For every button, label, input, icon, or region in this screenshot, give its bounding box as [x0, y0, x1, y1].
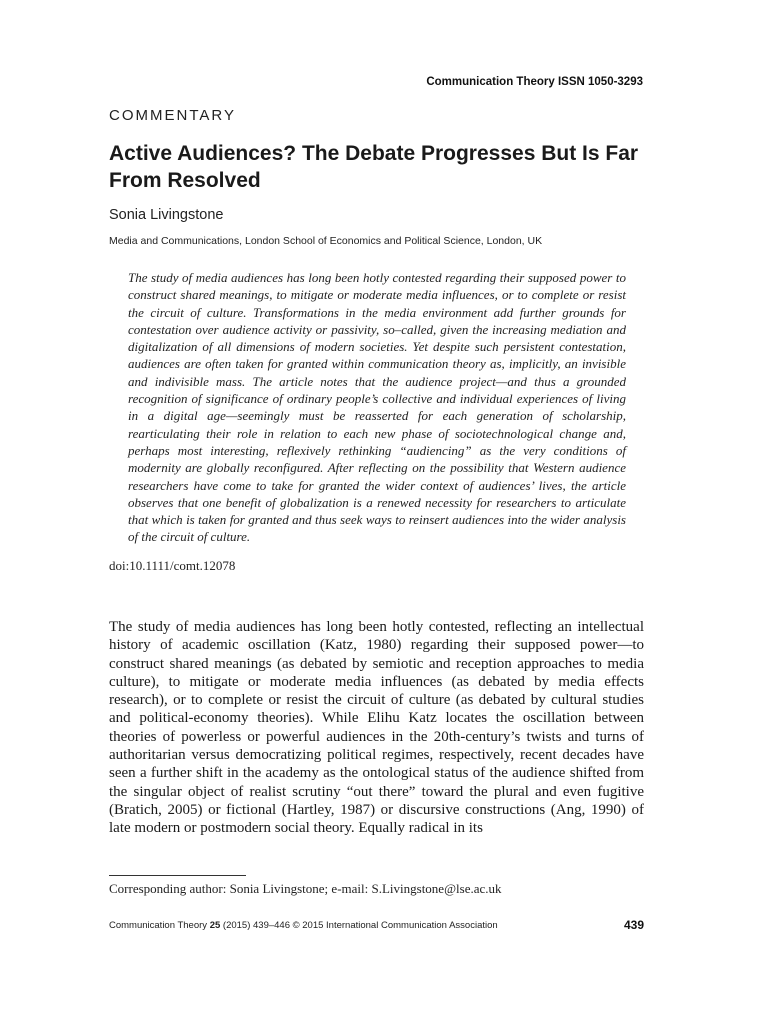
doi[interactable]: doi:10.1111/comt.12078	[109, 558, 236, 573]
journal-issn: Communication Theory ISSN 1050-3293	[426, 76, 643, 88]
footer-journal-name: Communication Theory	[109, 920, 208, 931]
footer-citation-details: (2015) 439–446 © 2015 International Communication Association	[222, 920, 498, 931]
article-title: Active Audiences? The Debate Progresses But Is Far From Resolved	[109, 142, 639, 192]
footnote-corresponding-author: Corresponding author: Sonia Livingstone; e-mail: S.Livingstone@lse.ac.uk	[109, 881, 502, 896]
footer-citation	[109, 920, 498, 931]
footer-volume: 25	[209, 920, 221, 931]
author-name: Sonia Livingstone	[109, 207, 224, 223]
abstract: The study of media audiences has long been hotly contested regarding their supposed power to construct shared meanings, to mitigate or moderate media influences, or to complete or resist the circuit of culture. Transformations in the media environment add further grounds for contestation over audience activity or passivity, so–called, given the increasing mediation and digitalization of all dimensions of modern societies. Yet despite such persistent contestation, audiences are often taken for granted within communication theory as, implicitly, an invisible and indivisible mass. The article notes that the audience project—and thus a grounded recognition of significance of ordinary people’s collective and individual experiences of living in a digital age—seemingly must be reasserted for each generation of scholarship, rearticulating their role in relation to each new phase of sociotechnological change and, perhaps most interesting, reflexively rethinking “audiencing” as the very conditions of modernity are globally reconfigured. After reflecting on the possibility that Western audience researchers have come to take for granted the wider context of audiences’ lives, the article observes that one benefit of globalization is a renewed necessity for researchers to articulate that which is taken for granted and thus seek ways to reinsert audiences into the wider analysis of the circuit of culture.	[128, 270, 626, 545]
page-number: 439	[623, 918, 644, 932]
author-affiliation: Media and Communications, London School of Economics and Political Science, London, UK	[109, 235, 543, 247]
body-paragraph: The study of media audiences has long been hotly contested, reflecting an intellectual history of academic oscillation (Katz, 1980) regarding their supposed power—to construct shared meanings (as debated by semiotic and reception approaches to media culture), to mitigate or moderate media influences (as debated by media effects research), or to complete or resist the circuit of culture (as debated by cultural studies and political-economy theories). While Elihu Katz locates the oscillation between theories of powerless or powerful audiences in the 20th-century’s twists and turns of authoritarian versus democratizing political regimes, respectively, recent decades have seen a further shift in the academy as the ontological status of the audience shifted from the singular object of realist scrutiny “out there” toward the plural and even fugitive (Bratich, 2005) or fictional (Hartley, 1987) or discursive constructions (Ang, 1990) of late modern or postmodern social theory. Equally radical in its	[109, 619, 644, 837]
section-label: COMMENTARY	[109, 107, 236, 124]
footnote-divider	[109, 875, 246, 876]
